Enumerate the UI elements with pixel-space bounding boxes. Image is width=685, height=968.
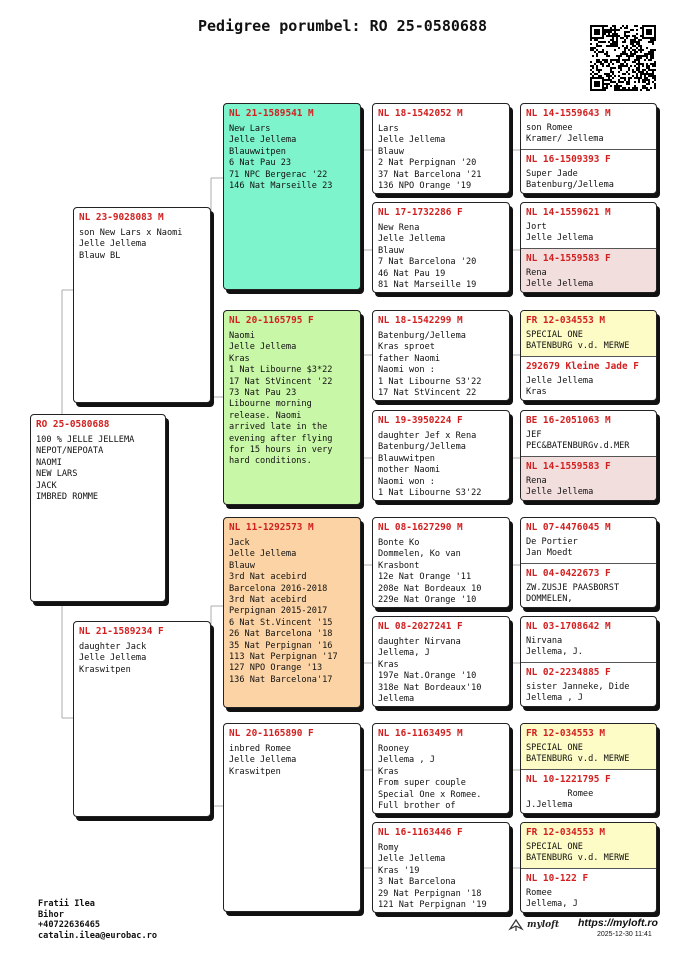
gen2-line: 3rd Nat acebird [229, 595, 307, 606]
gen3-ring: NL 16-1163495 M [378, 728, 463, 739]
gen2-line: 1 Nat Libourne $3*22 [229, 365, 333, 376]
gen2-line: Kraswitpen [229, 766, 281, 777]
gen2-line: Perpignan 2015-2017 [229, 606, 328, 617]
gen3-ring: NL 08-2027241 F [378, 621, 463, 632]
print-timestamp: 2025-12-30 11:41 [597, 931, 652, 938]
gen2-ring: NL 20-1165890 F [229, 728, 314, 739]
gen4-line: Jelle Jellema [526, 487, 594, 498]
gen4-line: Romee [526, 888, 552, 898]
gen2-line: 127 NPO Orange '13 [229, 663, 323, 674]
gen4-line: SPECIAL ONE [526, 743, 583, 753]
gen3-card[interactable] [372, 202, 510, 293]
gen3-line: Batenburg/Jellema [378, 331, 466, 341]
gen4-line: Batenburg/Jellema [526, 180, 614, 191]
owner-region: Bihor [38, 909, 64, 920]
subject-line: NAOMI [36, 457, 62, 468]
gen2-line: arrived late in the [229, 422, 328, 433]
gen4-ring: NL 14-1559643 M [526, 108, 611, 119]
gen2-line: release. Naomi [229, 410, 302, 421]
gen3-line: Romy [378, 843, 399, 853]
gen2-line: Jelle Jellema [229, 549, 297, 560]
gen3-ring: NL 18-1542052 M [378, 108, 463, 119]
gen4-pair [520, 310, 657, 401]
gen4-card[interactable] [521, 518, 656, 563]
subject-ring: RO 25-0580688 [36, 419, 110, 430]
gen4-line: Jelle Jellema [526, 233, 594, 244]
gen3-card[interactable] [372, 822, 510, 913]
gen4-line: Romee [526, 789, 594, 799]
gen4-ring: NL 10-1221795 F [526, 774, 611, 785]
gen3-ring: NL 19-3950224 F [378, 415, 463, 426]
gen3-card[interactable] [372, 103, 510, 194]
brand-name: myloft [527, 920, 560, 930]
grandsire-maternal-card[interactable] [223, 517, 361, 708]
gen2-line: Kras [229, 353, 250, 364]
gen4-line: BATENBURG v.d. MERWE [526, 853, 630, 864]
pigeon-logo-icon [508, 917, 524, 933]
gen3-line: Bonte Ko [378, 538, 420, 548]
gen3-line: Dommelen, Ko van [378, 549, 461, 560]
gen2-ring: NL 21-1589541 M [229, 108, 314, 119]
gen4-line: Rena [526, 476, 547, 486]
gen4-line: Jellema, J. [526, 647, 583, 658]
gen4-pair [520, 410, 657, 501]
gen4-pair [520, 202, 657, 293]
gen4-pair [520, 103, 657, 194]
gen4-line: Rena [526, 268, 547, 278]
gen4-line: SPECIAL ONE [526, 330, 583, 340]
gen3-line: daughter Nirvana [378, 637, 461, 647]
gen4-line: Super Jade [526, 169, 578, 179]
sire-line: son New Lars x Naomi [79, 228, 183, 238]
gen4-ring: NL 04-0422673 F [526, 568, 611, 579]
gen4-ring: FR 12-034553 M [526, 315, 606, 326]
gen3-line: Kras '19 [378, 865, 420, 876]
gen3-card[interactable] [372, 616, 510, 707]
gen2-line: 6 Nat Pau 23 [229, 158, 292, 169]
gen2-line: 113 Nat Perpignan '17 [229, 652, 338, 663]
gen3-line: 3 Nat Barcelona [378, 877, 456, 888]
gen4-line: Jan Moedt [526, 548, 573, 559]
gen4-line: Jelle Jellema [526, 279, 594, 290]
gen3-line: Kras [378, 766, 399, 777]
gen3-line: mother Naomi [378, 465, 441, 476]
gen4-line: DOMMELEN, [526, 594, 573, 605]
gen3-line: 208e Nat Bordeaux 10 [378, 583, 482, 594]
gen3-line: 7 Nat Barcelona '20 [378, 257, 477, 268]
gen4-card[interactable] [521, 769, 656, 814]
gen3-line: Full brother of [378, 801, 456, 812]
sire-card[interactable] [73, 207, 211, 403]
gen3-line: Jelle Jellema [378, 234, 446, 245]
subject-line: 100 % JELLE JELLEMA [36, 435, 135, 445]
gen4-line: Jellema, J [526, 899, 578, 910]
gen3-line: 37 Nat Barcelona '21 [378, 169, 482, 180]
gen4-ring: NL 16-1509393 F [526, 154, 611, 165]
gen2-line: Jelle Jellema [229, 342, 297, 353]
gen4-ring: 292679 Kleine Jade F [526, 361, 639, 372]
gen4-card[interactable] [521, 617, 656, 662]
gen4-pair [520, 616, 657, 707]
gen3-line: Batenburg/Jellema [378, 442, 466, 453]
gen4-ring: NL 14-1559583 F [526, 461, 611, 472]
gen2-line: evening after flying [229, 433, 333, 444]
gen4-ring: FR 12-034553 M [526, 827, 606, 838]
subject-line: IMBRED ROMME [36, 492, 99, 503]
gen3-line: 12e Nat Orange '11 [378, 572, 472, 583]
gen2-line: Jelle Jellema [229, 755, 297, 766]
gen3-line: 1 Nat Libourne S3'22 [378, 376, 482, 387]
dam-line: daughter Jack [79, 642, 147, 652]
subject-line: NEW LARS [36, 469, 78, 480]
gen4-card[interactable] [521, 456, 656, 501]
gen2-line: 73 Nat Pau 23 [229, 388, 297, 399]
grandsire-paternal-card[interactable] [223, 103, 361, 290]
gen2-ring: NL 20-1165795 F [229, 315, 314, 326]
gen2-line: Libourne morning [229, 399, 312, 410]
gen4-pair [520, 822, 657, 913]
gen3-line: 136 NPO Orange '19 [378, 181, 472, 192]
gen3-line: 29 Nat Perpignan '18 [378, 888, 482, 899]
gen4-line: sister Janneke, Dide [526, 682, 630, 692]
page-title: Pedigree porumbel: RO 25-0580688 [198, 17, 487, 35]
gen2-line: Jack [229, 538, 250, 548]
gen2-line: 3rd Nat acebird [229, 572, 307, 583]
gen2-line: 146 Nat Marseille 23 [229, 181, 333, 192]
gen3-line: Jellema , J [378, 755, 435, 766]
sire-ring: NL 23-9028083 M [79, 212, 164, 223]
gen2-line: Blauwwitpen [229, 146, 286, 157]
gen2-line: 136 Nat Barcelona'17 [229, 674, 333, 685]
gen3-line: 2 Nat Perpignan '20 [378, 158, 477, 169]
gen4-ring: NL 14-1559583 F [526, 253, 611, 264]
gen4-line: Jort [526, 222, 547, 232]
granddam-paternal-card[interactable] [223, 310, 361, 505]
gen3-line: 229e Nat Orange '10 [378, 595, 477, 606]
sire-line: Jelle Jellema [79, 239, 147, 250]
owner-email[interactable]: catalin.ilea@eurobac.ro [38, 930, 157, 941]
gen4-line: PEC&BATENBURGv.d.MER [526, 441, 630, 452]
gen3-line: 1 Nat Libourne S3'22 [378, 488, 482, 499]
gen4-ring: NL 14-1559621 M [526, 207, 611, 218]
gen3-line: 197e Nat.Orange '10 [378, 671, 477, 682]
gen3-line: Krasbont [378, 560, 420, 571]
gen4-ring: NL 07-4476045 M [526, 522, 611, 533]
gen4-card[interactable] [521, 203, 656, 248]
gen3-line: 46 Nat Pau 19 [378, 268, 446, 279]
brand-logo [508, 917, 559, 933]
gen3-line: 81 Nat Marseille 19 [378, 280, 477, 291]
gen4-card[interactable] [521, 662, 656, 707]
gen3-ring: NL 18-1542299 M [378, 315, 463, 326]
gen4-line: De Portier [526, 537, 578, 547]
gen4-line: son Romee [526, 123, 573, 133]
gen4-card[interactable] [521, 411, 656, 456]
owner-info [38, 899, 157, 941]
gen3-line: Blauwwitpen [378, 453, 435, 464]
sire-line: Blauw BL [79, 250, 121, 261]
gen3-line: Rooney [378, 744, 410, 754]
qr-code-icon [590, 25, 656, 91]
dam-line: Kraswitpen [79, 664, 131, 675]
gen4-ring: FR 12-034553 M [526, 728, 606, 739]
gen2-line: hard conditions. [229, 456, 312, 467]
gen4-card[interactable] [521, 149, 656, 194]
gen3-ring: NL 08-1627290 M [378, 522, 463, 533]
gen4-pair [520, 517, 657, 608]
gen4-card[interactable] [521, 868, 656, 913]
gen4-line: Kramer/ Jellema [526, 134, 604, 145]
gen3-line: daughter Jef x Rena [378, 431, 477, 441]
gen3-card[interactable] [372, 723, 510, 814]
gen2-line: Blauw [229, 560, 255, 571]
gen4-card[interactable] [521, 248, 656, 293]
gen3-line: Blauw [378, 245, 404, 256]
gen4-line: Jelle Jellema [526, 376, 594, 386]
dam-line: Jelle Jellema [79, 653, 147, 664]
gen4-ring: NL 02-2234885 F [526, 667, 611, 678]
gen3-line: Jellema [378, 694, 415, 705]
gen3-line: Blauw [378, 146, 404, 157]
gen4-card[interactable] [521, 724, 656, 769]
gen3-line: 17 Nat StVincent 22 [378, 388, 477, 399]
subject-line: JACK [36, 480, 57, 491]
subject-line: NEPOT/NEPOATA [36, 446, 104, 457]
gen3-line: 318e Nat Bordeaux'10 [378, 682, 482, 693]
gen4-line: BATENBURG v.d. MERWE [526, 341, 630, 352]
gen3-line: Jellema, J [378, 648, 430, 659]
gen4-card[interactable] [521, 104, 656, 149]
gen3-line: 121 Nat Perpignan '19 [378, 900, 487, 911]
gen4-line: Nirvana [526, 636, 563, 646]
gen4-ring: NL 03-1708642 M [526, 621, 611, 632]
gen3-ring: NL 17-1732286 F [378, 207, 463, 218]
gen3-card[interactable] [372, 410, 510, 501]
gen2-line: New Lars [229, 124, 271, 134]
gen2-line: Jelle Jellema [229, 135, 297, 146]
gen2-line: 26 Nat Barcelona '18 [229, 629, 333, 640]
gen4-card[interactable] [521, 356, 656, 401]
subject-card[interactable] [30, 414, 166, 602]
gen4-card[interactable] [521, 823, 656, 868]
gen3-line: Naomi won : [378, 476, 435, 487]
gen3-line: Naomi won : [378, 365, 435, 376]
gen2-line: 35 Nat Perpignan '16 [229, 640, 333, 651]
granddam-maternal-card[interactable] [223, 723, 361, 912]
gen3-line: Jelle Jellema [378, 854, 446, 865]
gen4-pair [520, 723, 657, 814]
dam-card[interactable] [73, 621, 211, 817]
gen2-line: 17 Nat StVincent '22 [229, 376, 333, 387]
gen2-line: 6 Nat St.Vincent '15 [229, 617, 333, 628]
gen4-card[interactable] [521, 311, 656, 356]
gen2-line: 71 NPC Bergerac '22 [229, 169, 328, 180]
gen2-line: for 15 hours in very [229, 445, 333, 456]
gen3-line: Kras [378, 659, 399, 670]
gen4-line: Kras [526, 387, 547, 398]
gen4-card[interactable] [521, 563, 656, 608]
gen4-ring: NL 10-122 F [526, 873, 589, 884]
gen3-line: Kras sproet [378, 342, 435, 353]
gen3-line: Jelle Jellema [378, 135, 446, 146]
gen2-line: inbred Romee [229, 744, 292, 754]
owner-phone: +40722636465 [38, 920, 101, 931]
gen2-line: Naomi [229, 331, 255, 341]
gen2-ring: NL 11-1292573 M [229, 522, 314, 533]
gen3-card[interactable] [372, 517, 510, 608]
gen3-line: New Rena [378, 223, 420, 233]
gen4-line: Jellema , J [526, 693, 583, 704]
gen4-line: BATENBURG v.d. MERWE [526, 754, 630, 765]
gen3-line: father Naomi [378, 353, 441, 364]
gen3-line: Special One x Romee. [378, 789, 482, 800]
gen4-line: SPECIAL ONE [526, 842, 583, 852]
gen4-line: J.Jellema [526, 800, 573, 811]
brand-url[interactable]: https://myloft.ro [578, 917, 658, 929]
gen3-ring: NL 16-1163446 F [378, 827, 463, 838]
gen3-card[interactable] [372, 310, 510, 401]
gen3-line: From super couple [378, 778, 466, 789]
gen4-line: JEF [526, 430, 542, 440]
gen4-line: ZW.ZUSJE PAASBORST [526, 583, 620, 593]
dam-ring: NL 21-1589234 F [79, 626, 164, 637]
gen2-line: Barcelona 2016-2018 [229, 583, 328, 594]
gen3-line: Lars [378, 124, 399, 134]
owner-name: Fratii Ilea [38, 899, 95, 909]
gen4-ring: BE 16-2051063 M [526, 415, 611, 426]
